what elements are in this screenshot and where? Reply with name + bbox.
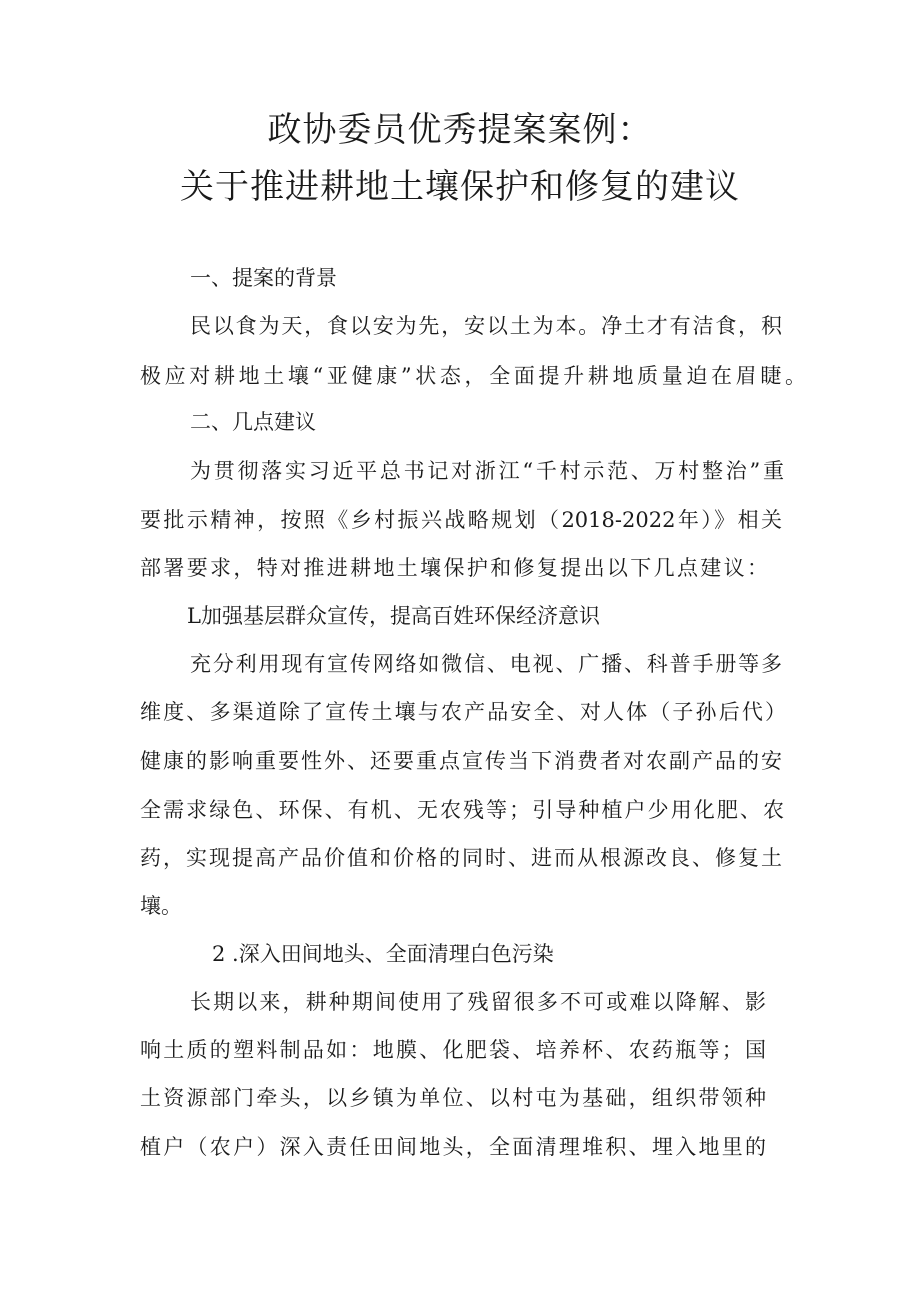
section1-heading: 一、提案的背景	[190, 266, 337, 290]
item1-paragraph-line: 全需求绿色、环保、有机、无农残等；引导种植户少用化肥、农	[140, 798, 784, 822]
section2-heading: 二、几点建议	[190, 410, 316, 434]
item1-paragraph-line: 维度、多渠道除了宣传土壤与农产品安全、对人体（子孙后代）	[140, 700, 786, 724]
item1-paragraph-line: 药，实现提高产品价值和价格的同时、进而从根源改良、修复土	[140, 846, 782, 870]
section1-paragraph-line: 民以食为天，食以安为先，安以土为本。净土才有洁食，积	[190, 314, 782, 338]
item2-paragraph-line: 土资源部门牵头，以乡镇为单位、以村屯为基础，组织带领种	[140, 1086, 766, 1110]
document-title-line1: 政协委员优秀提案案例：	[267, 110, 653, 150]
section2-paragraph-line: 要批示精神，按照《乡村振兴战略规划（2018-2022年）》相关	[140, 508, 782, 532]
item2-paragraph-line: 植户（农户）深入责任田间地头，全面清理堆积、埋入地里的	[140, 1135, 766, 1159]
item2-paragraph-line: 响土质的塑料制品如：地膜、化肥袋、培养杯、农药瓶等；国	[140, 1038, 766, 1062]
item1-paragraph-line: 健康的影响重要性外、还要重点宣传当下消费者对农副产品的安	[140, 749, 782, 773]
section2-paragraph-line: 部署要求，特对推进耕地土壤保护和修复提出以下几点建议：	[140, 556, 768, 580]
item1-paragraph-line: 充分利用现有宣传网络如微信、电视、广播、科普手册等多	[190, 652, 782, 676]
item2-heading: 2 .深入田间地头、全面清理白色污染	[212, 942, 554, 966]
document-title-line2: 关于推进耕地土壤保护和修复的建议	[180, 167, 740, 207]
section2-paragraph-line: 为贯彻落实习近平总书记对浙江“千村示范、万村整治”重	[190, 459, 784, 483]
item1-heading: L加强基层群众宣传，提高百姓环保经济意识	[187, 604, 600, 628]
item1-paragraph-line: 壤。	[140, 894, 182, 918]
item2-paragraph-line: 长期以来，耕种期间使用了残留很多不可或难以降解、影	[190, 990, 766, 1014]
section1-paragraph-line: 极应对耕地土壤“亚健康”状态，全面提升耕地质量迫在眉睫。	[140, 364, 806, 388]
